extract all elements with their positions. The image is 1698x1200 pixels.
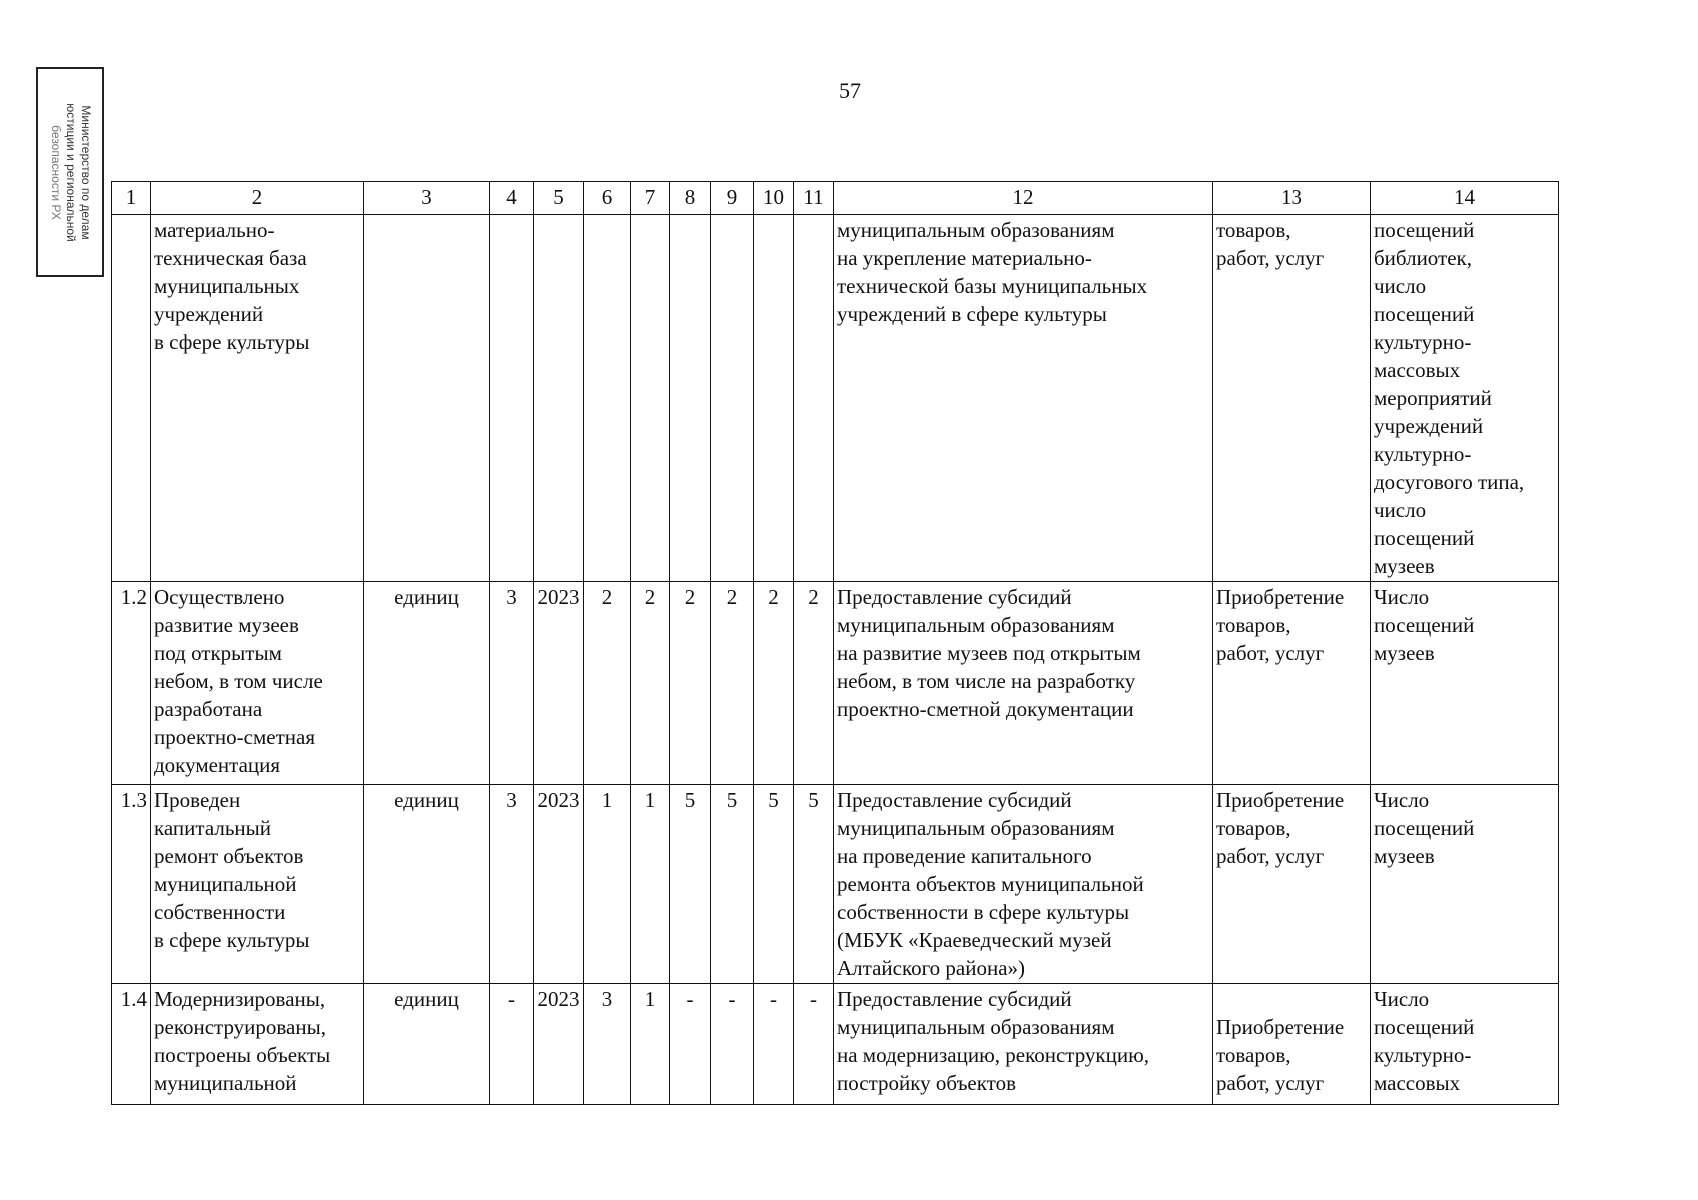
cell-value: 5 [794,785,834,984]
cell-value: 2023 [534,582,584,785]
cell-unit [364,215,490,582]
cell-indicator: Число посещений культурно- массовых [1371,984,1559,1105]
cell-name: Модернизированы, реконструированы, построены объекты муниципальной [151,984,364,1105]
cell-num: 1.2 [112,582,151,785]
cell-value: - [711,984,754,1105]
cell-name: Осуществлено развитие музеев под открытым небом, в том числе разработана проектно-сметная документация [151,582,364,785]
cell-name: материально- техническая база муниципальных учреждений в сфере культуры [151,215,364,582]
header-cell: 6 [584,182,631,215]
measures-table [111,181,1559,1105]
header-cell: 1 [112,182,151,215]
cell-value: 5 [670,785,711,984]
cell-value: - [490,984,534,1105]
cell-value: - [670,984,711,1105]
table-row [112,984,1559,1105]
cell-unit: единиц [364,984,490,1105]
cell-value [711,215,754,582]
table-row [112,785,1559,984]
cell-value: 5 [754,785,794,984]
header-cell: 9 [711,182,754,215]
cell-value: 2023 [534,984,584,1105]
cell-indicator: Число посещений музеев [1371,785,1559,984]
cell-value: 3 [490,582,534,785]
cell-value: 2 [711,582,754,785]
cell-type: Приобретение товаров, работ, услуг [1213,785,1371,984]
cell-num: 1.3 [112,785,151,984]
cell-value: 1 [584,785,631,984]
cell-value [631,215,670,582]
cell-value: 1 [631,984,670,1105]
header-cell: 2 [151,182,364,215]
header-cell: 5 [534,182,584,215]
cell-value: 5 [711,785,754,984]
cell-value: 2 [584,582,631,785]
page-number: 57 [839,78,861,103]
cell-value: 3 [584,984,631,1105]
cell-indicator: Число посещений музеев [1371,582,1559,785]
stamp-line: безопасности РХ [48,124,63,220]
cell-value: 1 [631,785,670,984]
cell-measure: муниципальным образованиям на укрепление материально- технической базы муниципальных учреждений в сфере культуры [834,215,1213,582]
header-cell: 12 [834,182,1213,215]
cell-measure: Предоставление субсидий муниципальным образованиям на развитие музеев под открытым небом, в том числе на разработку проектно-сметной документации [834,582,1213,785]
cell-value: 2 [794,582,834,785]
header-cell: 13 [1213,182,1371,215]
header-cell: 14 [1371,182,1559,215]
cell-value: - [754,984,794,1105]
cell-value [754,215,794,582]
cell-value: 2 [754,582,794,785]
cell-value [490,215,534,582]
cell-value: - [794,984,834,1105]
cell-value: 3 [490,785,534,984]
header-cell: 8 [670,182,711,215]
table-row-continuation [112,215,1559,582]
cell-measure: Предоставление субсидий муниципальным образованиям на модернизацию, реконструкцию, постройку объектов [834,984,1213,1105]
header-cell: 4 [490,182,534,215]
header-cell: 7 [631,182,670,215]
cell-type: Приобретение товаров, работ, услуг [1213,984,1371,1105]
cell-type: товаров, работ, услуг [1213,215,1371,582]
header-cell: 11 [794,182,834,215]
stamp-line: юстиции и региональной [63,102,78,242]
cell-indicator: посещений библиотек, число посещений культурно- массовых мероприятий учреждений культурно- досугового типа, число посещений музеев [1371,215,1559,582]
cell-value [794,215,834,582]
registration-stamp [36,67,104,277]
header-row [112,182,1559,215]
table-row [112,582,1559,785]
cell-unit: единиц [364,582,490,785]
header-cell: 3 [364,182,490,215]
cell-value: 2 [670,582,711,785]
cell-value: 2023 [534,785,584,984]
stamp-line: Министерство по делам [78,104,93,240]
cell-value [534,215,584,582]
cell-num [112,215,151,582]
cell-value: 2 [631,582,670,785]
cell-unit: единиц [364,785,490,984]
cell-num: 1.4 [112,984,151,1105]
cell-value [584,215,631,582]
header-cell: 10 [754,182,794,215]
cell-name: Проведен капитальный ремонт объектов муниципальной собственности в сфере культуры [151,785,364,984]
cell-value [670,215,711,582]
cell-type: Приобретение товаров, работ, услуг [1213,582,1371,785]
cell-measure: Предоставление субсидий муниципальным образованиям на проведение капитального ремонта объектов муниципальной собственности в сфере культуры (МБУК «Краеведческий музей Алтайского района») [834,785,1213,984]
